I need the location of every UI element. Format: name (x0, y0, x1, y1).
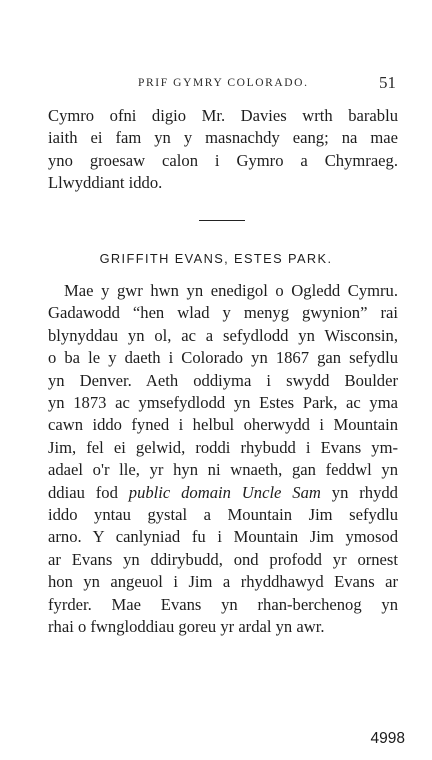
text-line: yn 1873 ac ymsefydlodd yn Estes Park, ac yma (48, 393, 398, 413)
text-line: iaith ei fam yn y masnachdy eang; na mae (48, 128, 398, 148)
text-line: Llwyddiant iddo. (48, 173, 163, 193)
text-line: yno groesaw calon i Gymro a Chymraeg. (48, 150, 398, 170)
running-title: PRIF GYMRY COLORADO. (138, 77, 309, 89)
text-line: arno. Y canlyniad fu i Mountain Jim ymosod (48, 527, 398, 547)
text-segment: ddiau fod (48, 482, 118, 502)
paragraph-griffith-evans (48, 280, 398, 639)
page-number: 51 (379, 73, 396, 92)
text-line: adael o'r lle, yr hyn ni wnaeth, gan feddwl yn (48, 460, 398, 480)
text-line: blynyddau yn ol, ac a sefydlodd yn Wisconsin, (48, 325, 398, 345)
text-line: ar Evans yn ddirybudd, ond profodd yr ornest (48, 549, 398, 569)
italic-phrase: public domain Uncle Sam (128, 482, 321, 502)
text-line: Mae y gwr hwn yn enedigol o Ogledd Cymru. (64, 281, 398, 300)
section-heading: GRIFFITH EVANS, ESTES PARK. (99, 251, 333, 266)
section-divider (199, 220, 245, 221)
text-line: yn Denver. Aeth oddiyma i swydd Boulder (48, 370, 398, 390)
scan-id-label: 4998 (370, 730, 405, 747)
text-line: iddo yntau gystal a Mountain Jim sefydlu (48, 505, 398, 525)
text-segment: yn rhydd (331, 482, 398, 502)
page-header (0, 73, 432, 93)
text-line: Jim, fel ei gelwid, roddi rhybudd i Evans ym- (48, 437, 398, 457)
text-line-with-italic (48, 482, 398, 504)
text-line: fyrder. Mae Evans yn rhan-berchenog yn (48, 594, 398, 614)
text-line: cawn iddo fyned i helbul oherwydd i Mountain (48, 415, 398, 435)
paragraph-intro-continuation (48, 105, 398, 195)
text-line: rhai o fwngloddiau goreu yr ardal yn awr. (48, 617, 325, 637)
text-line: Gadawodd “hen wlad y menyg gwynion” rai (48, 303, 398, 323)
text-line: o ba le y daeth i Colorado yn 1867 gan sefydlu (48, 348, 398, 368)
text-line: Cymro ofni digio Mr. Davies wrth barablu (48, 106, 398, 125)
text-line: hon yn angeuol i Jim a rhyddhawyd Evans ar (48, 572, 398, 592)
